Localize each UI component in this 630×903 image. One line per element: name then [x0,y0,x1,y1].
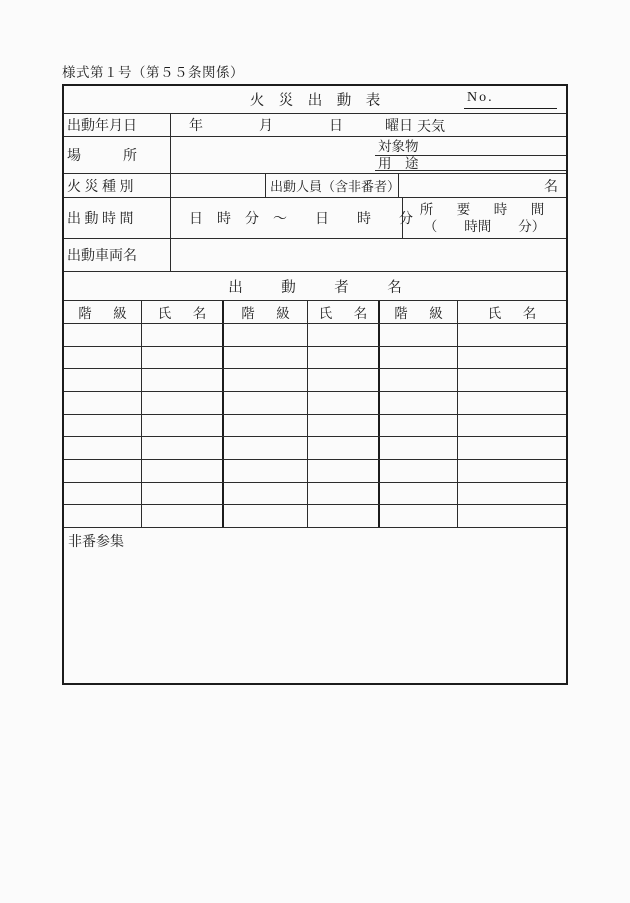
vehicles-field [171,239,566,271]
dispatch-time-field [171,198,413,238]
roster-cell [457,483,566,505]
roster-col-rank-3: 階 級 [378,301,457,323]
roster-cell [222,347,307,369]
roster-col-rank-1: 階 級 [78,306,131,321]
roster-header-row [64,300,566,323]
roster-cell [222,369,307,391]
time-units-preprint: 日 時 分 ～ 日 時 分 [189,212,413,227]
roster-row [64,436,566,459]
object-field: 対象物 [375,137,566,156]
roster-cell [457,437,566,459]
date-units-preprint: 年 月 日 曜日 [189,119,413,134]
personnel-count-field: 名 [544,179,558,195]
roster-cell [307,347,378,369]
roster-body [64,323,566,527]
form-number-label: 様式第１号（第５５条関係） [62,65,244,80]
roster-cell [307,460,378,482]
personnel-label: 出動人員（含非番者） [266,174,399,197]
roster-col-name-1: 氏 名 [141,301,222,323]
required-time-units: （ 時間 分） [423,219,546,234]
roster-cell [64,392,141,414]
required-time-cell [403,198,566,238]
roster-cell [307,369,378,391]
roster-row [64,414,566,437]
roster-cell [457,392,566,414]
roster-cell [457,415,566,437]
roster-row [64,482,566,505]
roster-cell [141,347,222,369]
roster-cell [378,347,457,369]
roster-cell [64,483,141,505]
roster-cell [378,460,457,482]
dispatch-time-row [64,197,566,238]
roster-col-name-3: 氏 名 [457,301,566,323]
dispatch-time-label: 出 動 時 間 [64,198,171,238]
roster-title-row [64,271,566,300]
place-row [64,136,566,173]
required-time-label: 所 要 時 間 [419,202,550,217]
roster-cell [141,324,222,346]
roster-row [64,323,566,346]
title-row [64,86,566,113]
roster-row [64,504,566,527]
roster-cell [141,415,222,437]
roster-cell [64,415,141,437]
roster-cell [222,415,307,437]
dispatch-date-field [171,114,566,136]
place-right-region [375,137,566,173]
roster-cell [307,505,378,527]
roster-cell [141,505,222,527]
roster-cell [307,483,378,505]
fire-dispatch-form [62,84,568,685]
roster-cell [378,324,457,346]
dispatch-date-label: 出動年月日 [64,114,171,136]
roster-cell [378,505,457,527]
roster-cell [457,369,566,391]
weather-label: 天気 [417,120,445,135]
roster-cell [141,437,222,459]
roster-cell [378,415,457,437]
roster-cell [64,505,141,527]
vehicles-label: 出動車両名 [64,239,171,271]
roster-cell [222,324,307,346]
roster-cell [457,505,566,527]
roster-cell [307,437,378,459]
roster-cell [64,347,141,369]
place-label: 場 所 [64,137,171,173]
form-title: 火 災 出 動 表 [249,93,381,109]
no-field: No. [464,90,557,109]
fire-type-row [64,173,566,197]
roster-cell [378,369,457,391]
fire-type-label: 火 災 種 別 [64,174,171,197]
roster-cell [457,347,566,369]
roster-cell [141,392,222,414]
dispatch-date-row [64,113,566,136]
roster-cell [378,483,457,505]
offduty-section [64,527,566,683]
roster-cell [222,460,307,482]
roster-col-rank-2: 階 級 [222,301,307,323]
roster-cell [141,460,222,482]
roster-cell [307,324,378,346]
roster-cell [64,460,141,482]
roster-cell [141,483,222,505]
roster-row [64,391,566,414]
roster-cell [222,392,307,414]
roster-cell [457,324,566,346]
roster-cell [378,392,457,414]
usage-field: 用 途 [375,156,566,171]
fire-type-field [171,174,266,197]
roster-cell [222,483,307,505]
roster-cell [141,369,222,391]
roster-cell [222,437,307,459]
roster-col-name-2: 氏 名 [307,301,378,323]
roster-cell [64,437,141,459]
roster-row [64,459,566,482]
roster-cell [222,505,307,527]
roster-cell [457,460,566,482]
roster-section-title: 出 動 者 名 [228,279,414,296]
roster-cell [64,324,141,346]
roster-row [64,368,566,391]
roster-cell [307,415,378,437]
roster-cell [307,392,378,414]
roster-cell [378,437,457,459]
roster-cell [64,369,141,391]
vehicles-row [64,238,566,271]
roster-row [64,346,566,369]
offduty-label: 非番参集 [68,535,124,550]
place-field [171,137,566,173]
